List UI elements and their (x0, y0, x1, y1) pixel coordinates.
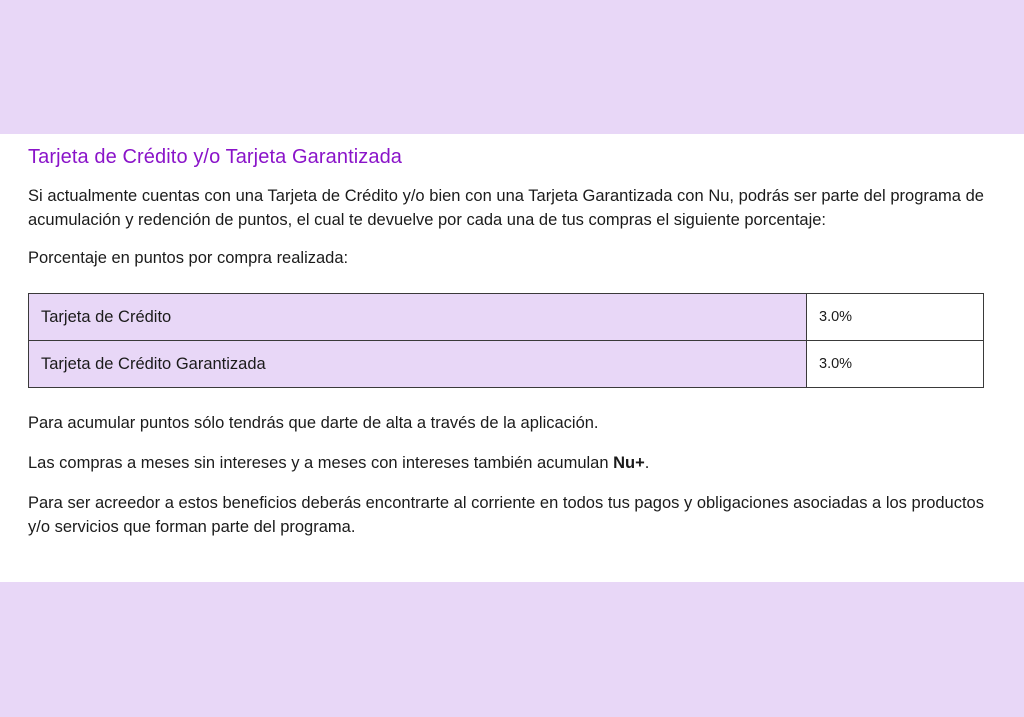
table-label: Porcentaje en puntos por compra realizada: (28, 249, 349, 267)
table-row (29, 294, 984, 341)
top-lavender-band (0, 0, 1024, 134)
bottom-lavender-band (0, 582, 1024, 717)
terms-note: Para ser acreedor a estos beneficios deberás encontrarte al corriente en todos tus pagos y obligaciones asociadas a los productos y/o servicios que forman parte del programa. (28, 494, 984, 536)
table-row (29, 341, 984, 388)
content-panel (0, 134, 1024, 582)
row-percentage: 3.0% (807, 294, 984, 341)
nu-plus-brand: Nu+ (613, 454, 645, 472)
row-percentage: 3.0% (807, 341, 984, 388)
msi-note-end: . (644, 454, 650, 472)
msi-note-text: Las compras a meses sin intereses y a meses con intereses también acumulan (28, 454, 614, 472)
row-card-name: Tarjeta de Crédito (29, 294, 807, 341)
msi-note (28, 451, 984, 475)
signup-note: Para acumular puntos sólo tendrás que darte de alta a través de la aplicación. (28, 414, 599, 432)
row-card-name: Tarjeta de Crédito Garantizada (29, 341, 807, 388)
section-title: Tarjeta de Crédito y/o Tarjeta Garantizada (28, 146, 403, 168)
intro-paragraph: Si actualmente cuentas con una Tarjeta de Crédito y/o bien con una Tarjeta Garantizada con Nu, podrás ser parte del programa de acumulación y redención de puntos, el cual te devuelve por cada una de tus compras el siguiente porcentaje: (28, 187, 984, 229)
section-content (28, 140, 984, 539)
points-table (28, 293, 984, 388)
